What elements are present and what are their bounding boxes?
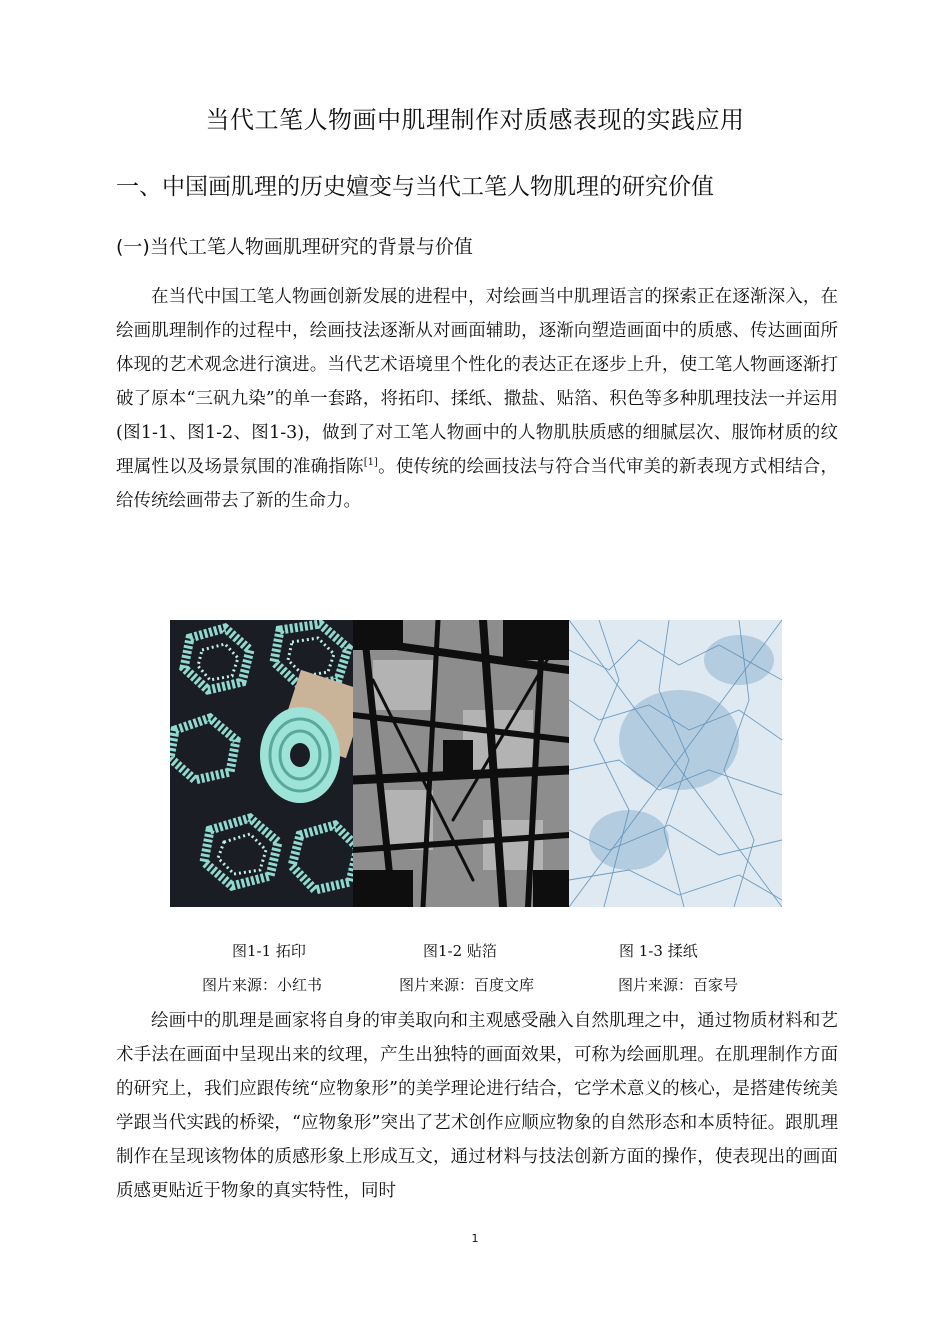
figure-row	[170, 620, 782, 907]
figure-2-source: 图片来源：百度文库	[399, 976, 535, 994]
paragraph-2: 绘画中的肌理是画家将自身的审美取向和主观感受融入自然肌理之中，通过物质材料和艺术手法在画面中呈现出来的纹理，产生出独特的画面效果，可称为绘画肌理。在肌理制作方面的研究上，我们应跟传统“应物象形”的美学理论进行结合，它学术意义的核心，是搭建传统美学跟当代实践的桥梁，“应物象形”突出了艺术创作应顺应物象的自然形态和本质特征。跟肌理制作在呈现该物体的质感形象上形成互文，通过材料与技法创新方面的操作，使表现出的画面质感更贴近于物象的真实特性，同时	[116, 1011, 838, 1201]
figure-3-source: 图片来源：百家号	[618, 976, 739, 994]
figure-1-source: 图片来源：小红书	[202, 976, 323, 994]
reference-marker: [1]	[363, 457, 378, 468]
gold-foil-image	[353, 620, 569, 907]
figure-sources	[0, 974, 950, 996]
section-heading: 一、中国画肌理的历史嬗变与当代工笔人物肌理的研究价值	[116, 174, 714, 200]
subsection-heading: (一)当代工笔人物画肌理研究的背景与价值	[116, 236, 473, 258]
document-title: 当代工笔人物画中肌理制作对质感表现的实践应用	[205, 106, 745, 134]
crumpled-paper-image	[569, 620, 782, 907]
paragraph-1-text: 在当代中国工笔人物画创新发展的进程中，对绘画当中肌理语言的探索正在逐渐深入，在绘画肌理制作的过程中，绘画技法逐渐从对画面辅助，逐渐向塑造画面中的质感、传达画面所体现的艺术观念进行演进。当代艺术语境里个性化的表达正在逐步上升，使工笔人物画逐渐打破了原本“三矾九染”的单一套路，将拓印、揉纸、撒盐、贴箔、积色等多种肌理技法一并运用(图1-1、图1-2、图1-3)，做到了对工笔人物画中的人物肌肤质感的细腻层次、服饰材质的纹理属性以及场景氛围的准确指陈	[116, 287, 838, 477]
paragraph-1-text-end: 。使传统的绘画技法与符合当代审美的新表现方式相结合，给传统绘画带去了新的生命力。	[116, 457, 839, 511]
page-number: 1	[471, 1232, 479, 1245]
figure-1-caption: 图1-1 拓印	[232, 942, 306, 960]
paragraph-1	[116, 280, 838, 518]
rubbing-print-image	[170, 620, 353, 907]
figure-captions	[0, 940, 950, 962]
figure-3-caption: 图 1-3 揉纸	[619, 942, 698, 960]
figure-2-caption: 图1-2 贴箔	[423, 942, 497, 960]
